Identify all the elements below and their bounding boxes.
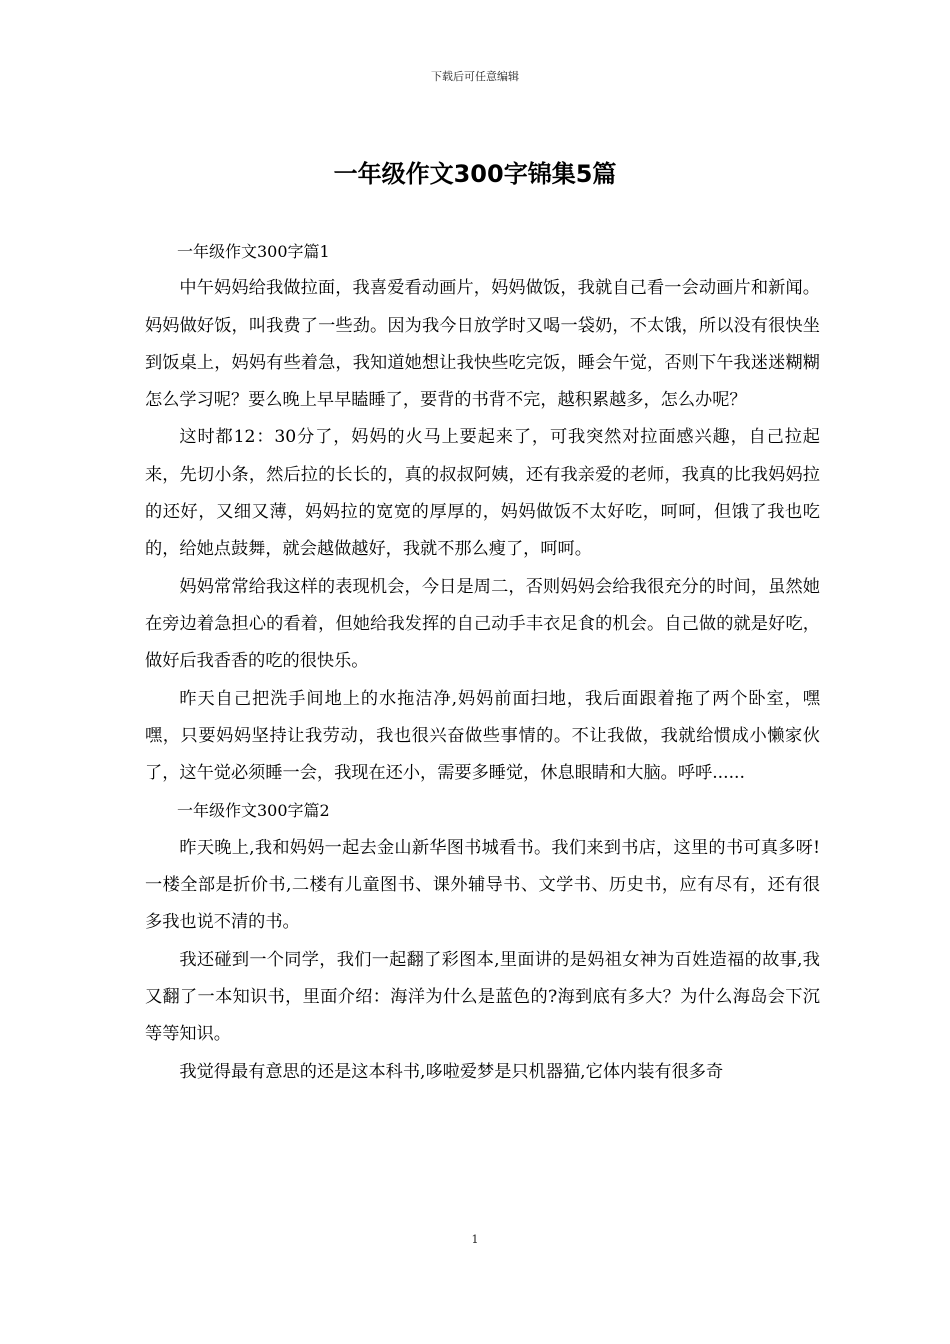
paragraph-5: 昨天晚上,我和妈妈一起去金山新华图书城看书。我们来到书店，这里的书可真多呀!一楼全部是折价书,二楼有儿童图书、课外辅导书、文学书、历史书，应有尽有，还有很多我也说不清的书。 — [145, 837, 820, 933]
section-heading-1: 一年级作文300字篇1 — [177, 242, 330, 261]
paragraph-2: 这时都12：30分了，妈妈的火马上要起来了，可我突然对拉面感兴趣，自己拉起来，先切小条，然后拉的长长的，真的叔叔阿姨，还有我亲爱的老师，我真的比我妈妈拉的还好，又细又薄，妈妈拉的宽宽的厚厚的，妈妈做饭不太好吃，呵呵，但饿了我也吃的，给她点鼓舞，就会越做越好，我就不那么瘦了，呵呵。 — [145, 427, 820, 560]
paragraph-1: 中午妈妈给我做拉面，我喜爱看动画片，妈妈做饭，我就自己看一会动画片和新闻。妈妈做好饭，叫我费了一些劲。因为我今日放学时又喝一袋奶，不太饿，所以没有很快坐到饭桌上，妈妈有些着急，我知道她想让我快些吃完饭，睡会午觉，否则下午我迷迷糊糊怎么学习呢？要么晚上早早瞌睡了，要背的书背不完，越积累越多，怎么办呢？ — [145, 278, 820, 411]
page-number: 1 — [471, 1233, 479, 1246]
paragraph-3: 妈妈常常给我这样的表现机会，今日是周二，否则妈妈会给我很充分的时间，虽然她在旁边着急担心的看着，但她给我发挥的自己动手丰衣足食的机会。自己做的就是好吃，做好后我香香的吃的很快乐。 — [145, 576, 820, 672]
paragraph-7: 我觉得最有意思的还是这本科书,哆啦爱梦是只机器猫,它体内装有很多奇 — [179, 1061, 724, 1082]
document-title: 一年级作文300字锦集5篇 — [333, 160, 617, 188]
paragraph-4: 昨天自己把洗手间地上的水拖洁净,妈妈前面扫地，我后面跟着拖了两个卧室，嘿嘿，只要妈妈坚持让我劳动，我也很兴奋做些事情的。不让我做，我就给惯成小懒家伙了，这午觉必须睡一会，我现在还小，需要多睡觉，休息眼睛和大脑。呼呼...... — [145, 688, 820, 784]
document-body — [145, 233, 820, 1091]
header-note: 下载后可任意编辑 — [431, 70, 519, 83]
paragraph-6: 我还碰到一个同学，我们一起翻了彩图本,里面讲的是妈祖女神为百姓造福的故事,我又翻了一本知识书，里面介绍：海洋为什么是蓝色的?海到底有多大？为什么海岛会下沉等等知识。 — [145, 949, 820, 1045]
section-heading-2: 一年级作文300字篇2 — [177, 801, 330, 821]
